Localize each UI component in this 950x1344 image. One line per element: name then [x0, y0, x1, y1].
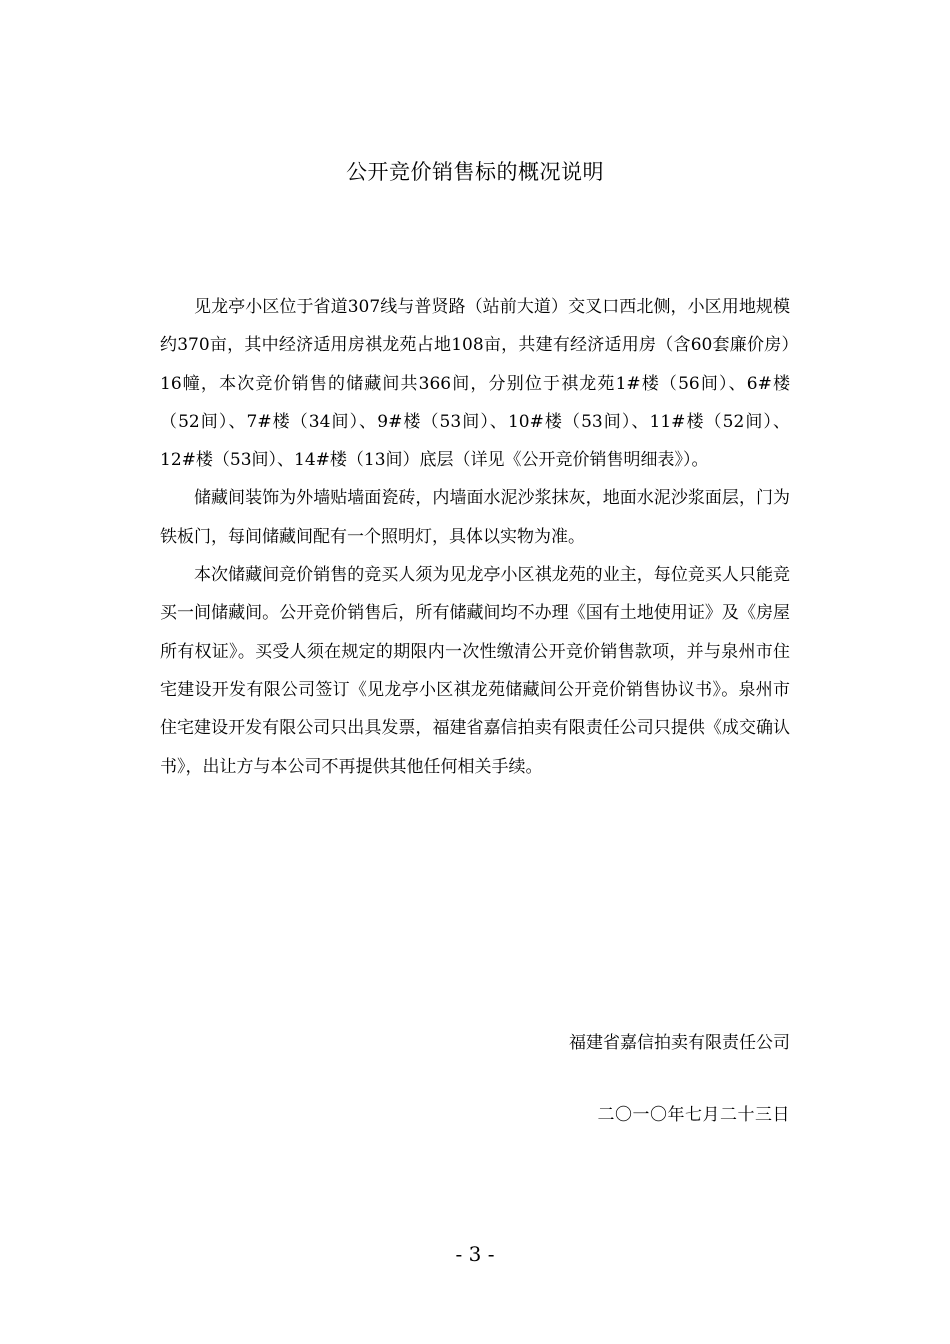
- paragraph-terms: 本次储藏间竞价销售的竞买人须为见龙亭小区祺龙苑的业主，每位竞买人只能竞买一间储藏间。公开竞价销售后，所有储藏间均不办理《国有土地使用证》及《房屋所有权证》。买受人须在规定的期限内一次性缴清公开竞价销售款项，并与泉州市住宅建设开发有限公司签订《见龙亭小区祺龙苑储藏间公开竞价销售协议书》。泉州市住宅建设开发有限公司只出具发票，福建省嘉信拍卖有限责任公司只提供《成交确认书》，出让方与本公司不再提供其他任何相关手续。: [160, 565, 790, 777]
- document-body: [160, 288, 790, 786]
- document-title: 公开竞价销售标的概况说明: [346, 160, 604, 184]
- signature-date: 二〇一〇年七月二十三日: [597, 1105, 790, 1125]
- paragraph-location: 见龙亭小区位于省道307线与普贤路（站前大道）交叉口西北侧，小区用地规模约370亩，其中经济适用房祺龙苑占地108亩，共建有经济适用房（含60套廉价房）16幢，本次竞价销售的储藏间共366间，分别位于祺龙苑1#楼（56间）、6#楼（52间）、7#楼（34间）、9#楼（53间）、10#楼（53间）、11#楼（52间）、12#楼（53间）、14#楼（13间）底层（详见《公开竞价销售明细表》）。: [160, 297, 790, 471]
- paragraph-decoration: 储藏间装饰为外墙贴墙面瓷砖，内墙面水泥沙浆抹灰，地面水泥沙浆面层，门为铁板门，每间储藏间配有一个照明灯，具体以实物为准。: [160, 488, 790, 547]
- page-number: - 3 -: [455, 1242, 495, 1266]
- signature-organization: 福建省嘉信拍卖有限责任公司: [569, 1033, 790, 1053]
